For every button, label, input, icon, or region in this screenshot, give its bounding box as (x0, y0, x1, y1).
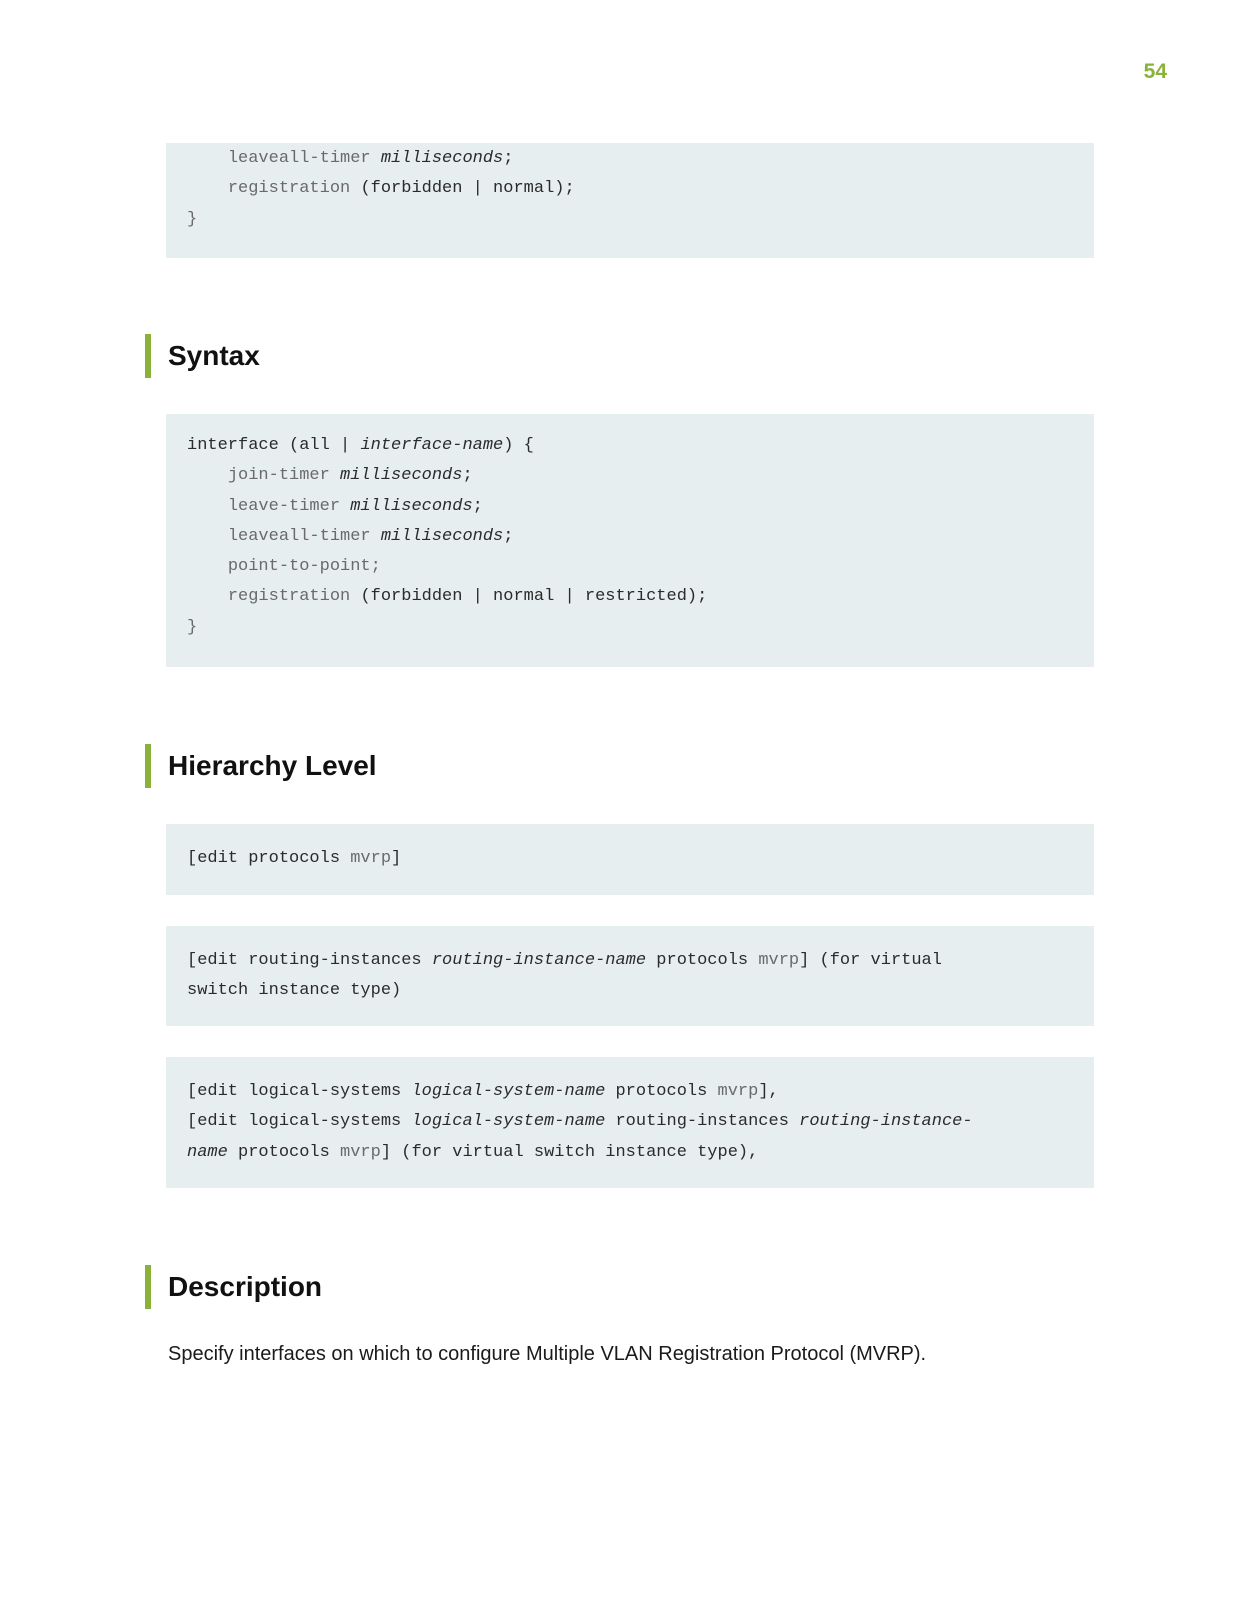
code-keyword: leaveall-timer (227, 149, 381, 168)
code-block-hierarchy-2 (166, 926, 1094, 1026)
code-line: interface (all | interface-name) { (187, 436, 534, 455)
code-block-syntax (166, 414, 1094, 667)
code-line: leaveall-timer milliseconds; (227, 526, 514, 546)
code-placeholder: logical-system-name (411, 1112, 606, 1132)
code-keyword: mvrp (340, 1142, 381, 1162)
code-keyword: join-timer (227, 466, 341, 486)
code-placeholder: name (187, 1142, 228, 1162)
code-keyword: mvrp (717, 1082, 759, 1101)
code-block-hierarchy-3 (166, 1057, 1094, 1188)
code-line: switch instance type) (187, 981, 402, 1001)
code-placeholder: interface-name (360, 436, 504, 455)
code-line (187, 613, 1073, 643)
code-placeholder: milliseconds (380, 149, 504, 168)
code-line: name protocols mvrp] (for virtual switch instance type), (187, 1142, 759, 1162)
code-placeholder: routing-instance-name (431, 951, 647, 970)
code-keyword: } (187, 617, 198, 637)
code-block-continued (166, 143, 1094, 258)
code-placeholder: milliseconds (340, 466, 463, 486)
code-line: [edit logical-systems logical-system-name routing-instances routing-instance- (187, 1112, 973, 1132)
code-placeholder: milliseconds (350, 496, 473, 516)
code-keyword: leave-timer (227, 496, 351, 516)
code-keyword: mvrp (350, 849, 392, 868)
code-keyword: registration (227, 587, 361, 607)
code-line: [edit protocols mvrp] (187, 849, 402, 868)
section-heading-description: Description (145, 1265, 322, 1309)
code-placeholder: milliseconds (380, 526, 504, 546)
code-keyword: leaveall-timer (227, 526, 381, 546)
code-line: join-timer milliseconds; (227, 466, 473, 486)
code-line: leaveall-timer milliseconds; (227, 149, 514, 168)
code-line (187, 205, 1073, 235)
code-keyword: point-to-point; (227, 557, 381, 577)
code-line: leave-timer milliseconds; (227, 496, 483, 516)
code-placeholder: routing-instance- (799, 1112, 973, 1132)
description-text: Specify interfaces on which to configure Multiple VLAN Registration Protocol (MVRP). (168, 1343, 927, 1365)
page-number: 54 (1143, 60, 1167, 83)
code-line: [edit logical-systems logical-system-name protocols mvrp], (187, 1082, 779, 1101)
code-keyword: registration (227, 179, 361, 199)
code-line: registration (forbidden | normal | restricted); (227, 587, 708, 607)
code-placeholder: logical-system-name (411, 1082, 606, 1101)
code-keyword: mvrp (758, 951, 800, 970)
section-heading-syntax: Syntax (145, 334, 260, 378)
code-line: registration (forbidden | normal); (227, 179, 575, 199)
section-heading-hierarchy-level: Hierarchy Level (145, 744, 377, 788)
code-line: [edit routing-instances routing-instance-name protocols mvrp] (for virtual (187, 951, 942, 970)
code-block-hierarchy-1 (166, 824, 1094, 895)
code-keyword: } (187, 209, 198, 229)
code-line (187, 552, 1073, 582)
